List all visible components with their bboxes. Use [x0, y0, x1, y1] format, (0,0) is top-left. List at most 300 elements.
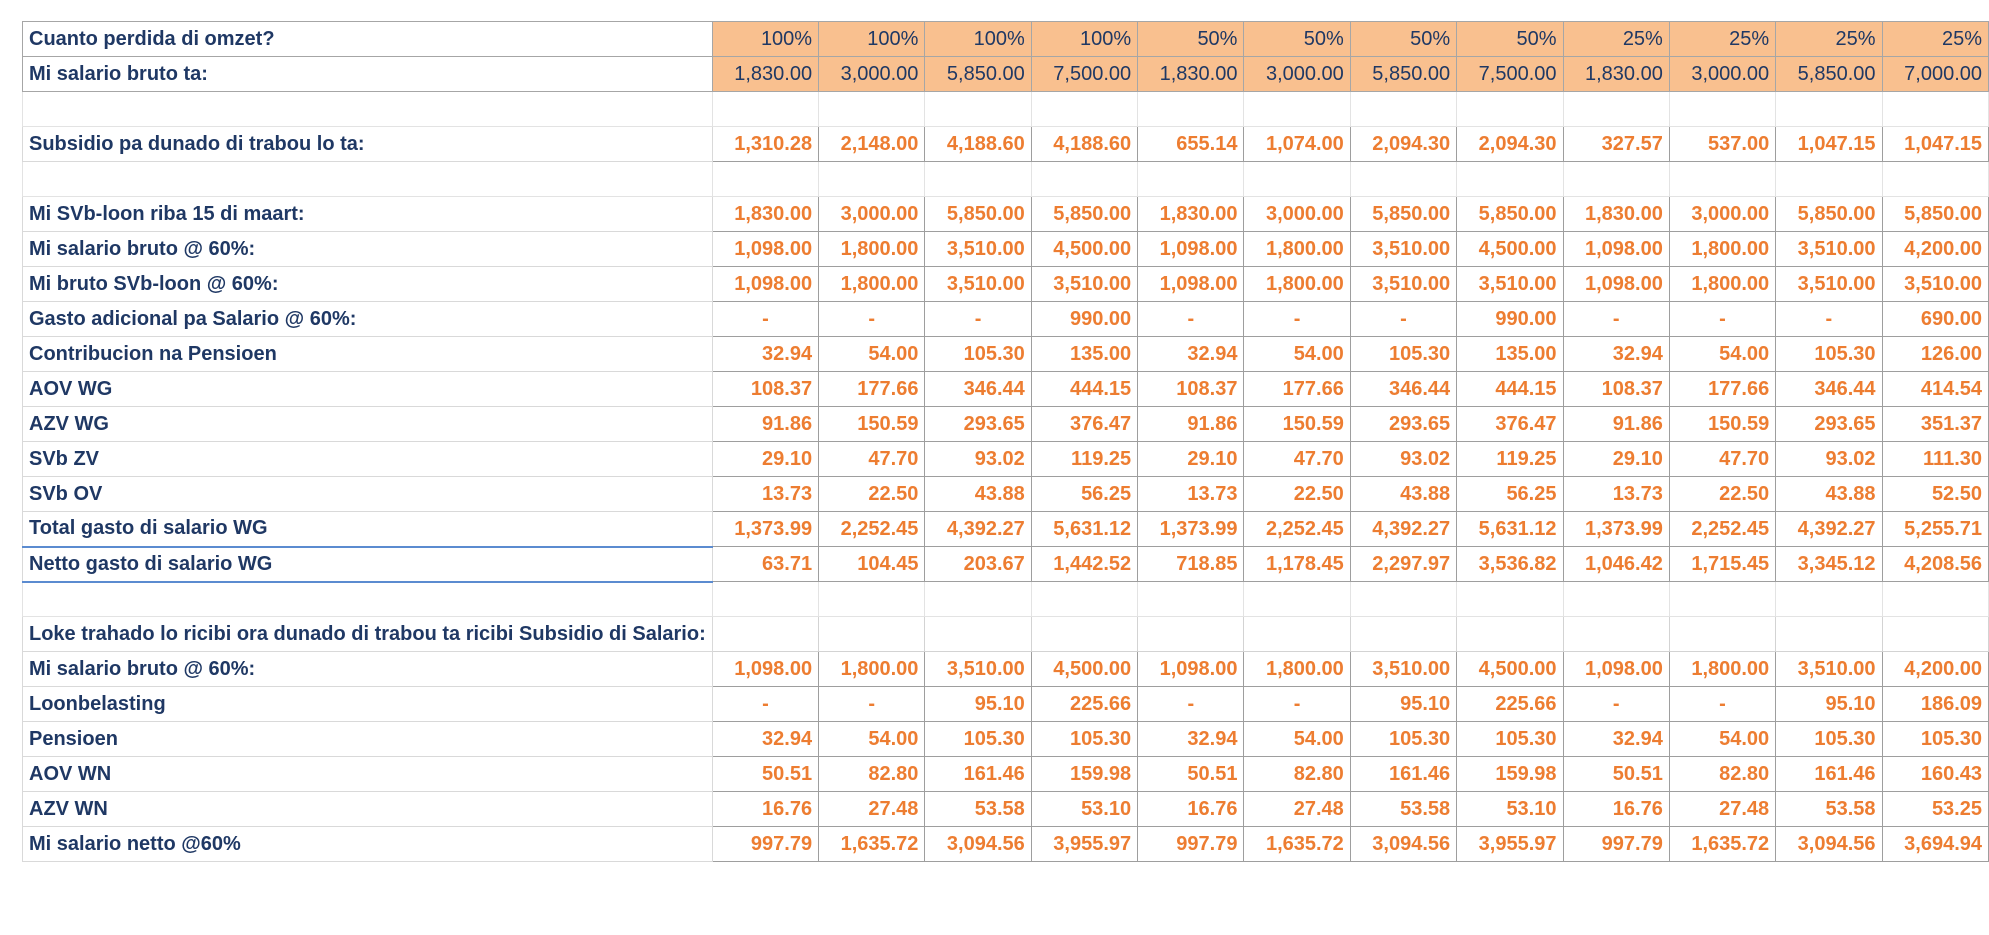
value-cell[interactable]: 43.88 — [925, 477, 1031, 512]
value-cell[interactable]: 351.37 — [1882, 407, 1988, 442]
row-label[interactable]: SVb ZV — [23, 442, 713, 477]
value-cell[interactable]: 43.88 — [1350, 477, 1456, 512]
value-cell[interactable]: 225.66 — [1031, 687, 1137, 722]
value-cell[interactable]: 997.79 — [1563, 827, 1669, 862]
value-cell[interactable]: 225.66 — [1457, 687, 1563, 722]
empty-cell[interactable] — [1031, 92, 1137, 127]
value-cell[interactable]: 177.66 — [1244, 372, 1350, 407]
value-cell[interactable]: 25% — [1669, 22, 1775, 57]
empty-cell[interactable] — [1563, 617, 1669, 652]
value-cell[interactable]: 13.73 — [1138, 477, 1244, 512]
value-cell[interactable]: 53.25 — [1882, 792, 1988, 827]
value-cell[interactable]: 5,850.00 — [1882, 197, 1988, 232]
value-cell[interactable]: 91.86 — [1138, 407, 1244, 442]
empty-cell[interactable] — [925, 162, 1031, 197]
row-label[interactable]: Mi bruto SVb-loon @ 60%: — [23, 267, 713, 302]
value-cell[interactable]: 105.30 — [1350, 722, 1456, 757]
value-cell[interactable]: - — [819, 687, 925, 722]
value-cell[interactable]: 54.00 — [819, 337, 925, 372]
value-cell[interactable]: 997.79 — [1138, 827, 1244, 862]
value-cell[interactable]: 997.79 — [712, 827, 818, 862]
value-cell[interactable]: 135.00 — [1457, 337, 1563, 372]
value-cell[interactable]: 7,500.00 — [1457, 57, 1563, 92]
value-cell[interactable]: 105.30 — [1882, 722, 1988, 757]
value-cell[interactable]: 53.58 — [1776, 792, 1882, 827]
value-cell[interactable]: 3,510.00 — [1031, 267, 1137, 302]
value-cell[interactable]: 4,500.00 — [1457, 232, 1563, 267]
value-cell[interactable]: 1,715.45 — [1669, 547, 1775, 582]
value-cell[interactable]: 1,098.00 — [1138, 232, 1244, 267]
value-cell[interactable]: 91.86 — [712, 407, 818, 442]
value-cell[interactable]: 126.00 — [1882, 337, 1988, 372]
value-cell[interactable]: 16.76 — [1563, 792, 1669, 827]
value-cell[interactable]: 4,200.00 — [1882, 652, 1988, 687]
value-cell[interactable]: 93.02 — [1350, 442, 1456, 477]
value-cell[interactable]: 95.10 — [1350, 687, 1456, 722]
value-cell[interactable]: 50% — [1350, 22, 1456, 57]
value-cell[interactable]: 376.47 — [1031, 407, 1137, 442]
value-cell[interactable]: 150.59 — [1669, 407, 1775, 442]
value-cell[interactable]: 50% — [1244, 22, 1350, 57]
value-cell[interactable]: - — [1776, 302, 1882, 337]
value-cell[interactable]: 27.48 — [1669, 792, 1775, 827]
value-cell[interactable]: 32.94 — [712, 722, 818, 757]
value-cell[interactable]: 100% — [1031, 22, 1137, 57]
empty-cell[interactable] — [1244, 162, 1350, 197]
value-cell[interactable]: 25% — [1563, 22, 1669, 57]
empty-cell[interactable] — [1669, 92, 1775, 127]
value-cell[interactable]: 108.37 — [1563, 372, 1669, 407]
value-cell[interactable]: 105.30 — [1776, 722, 1882, 757]
value-cell[interactable]: 3,000.00 — [819, 197, 925, 232]
empty-cell[interactable] — [1031, 582, 1137, 617]
value-cell[interactable]: 4,188.60 — [925, 127, 1031, 162]
value-cell[interactable]: 327.57 — [1563, 127, 1669, 162]
value-cell[interactable]: 2,094.30 — [1350, 127, 1456, 162]
value-cell[interactable]: 91.86 — [1563, 407, 1669, 442]
empty-cell[interactable] — [23, 582, 713, 617]
value-cell[interactable]: 3,094.56 — [1776, 827, 1882, 862]
value-cell[interactable]: 100% — [925, 22, 1031, 57]
value-cell[interactable]: 1,047.15 — [1882, 127, 1988, 162]
value-cell[interactable]: 3,094.56 — [1350, 827, 1456, 862]
value-cell[interactable]: 1,830.00 — [1138, 197, 1244, 232]
empty-cell[interactable] — [1138, 92, 1244, 127]
value-cell[interactable]: 29.10 — [712, 442, 818, 477]
row-label[interactable]: Mi salario bruto ta: — [23, 57, 713, 92]
value-cell[interactable]: 100% — [819, 22, 925, 57]
value-cell[interactable]: 5,850.00 — [1031, 197, 1137, 232]
value-cell[interactable]: 135.00 — [1031, 337, 1137, 372]
empty-cell[interactable] — [1882, 162, 1988, 197]
value-cell[interactable]: 1,098.00 — [712, 232, 818, 267]
value-cell[interactable]: 105.30 — [1350, 337, 1456, 372]
value-cell[interactable]: - — [1563, 687, 1669, 722]
value-cell[interactable]: - — [1244, 687, 1350, 722]
value-cell[interactable]: 3,955.97 — [1031, 827, 1137, 862]
value-cell[interactable]: 50.51 — [1563, 757, 1669, 792]
value-cell[interactable]: 690.00 — [1882, 302, 1988, 337]
value-cell[interactable]: 1,098.00 — [1138, 652, 1244, 687]
value-cell[interactable]: - — [1138, 687, 1244, 722]
value-cell[interactable]: 32.94 — [1138, 337, 1244, 372]
value-cell[interactable]: 159.98 — [1457, 757, 1563, 792]
value-cell[interactable]: 47.70 — [1669, 442, 1775, 477]
value-cell[interactable]: 1,800.00 — [819, 652, 925, 687]
value-cell[interactable]: 177.66 — [819, 372, 925, 407]
value-cell[interactable]: 54.00 — [1244, 337, 1350, 372]
value-cell[interactable]: 27.48 — [1244, 792, 1350, 827]
value-cell[interactable]: 50.51 — [712, 757, 818, 792]
value-cell[interactable]: 119.25 — [1031, 442, 1137, 477]
row-label[interactable]: AOV WN — [23, 757, 713, 792]
value-cell[interactable]: 56.25 — [1457, 477, 1563, 512]
value-cell[interactable]: 2,252.45 — [1669, 512, 1775, 547]
value-cell[interactable]: 54.00 — [1669, 337, 1775, 372]
empty-cell[interactable] — [925, 582, 1031, 617]
empty-cell[interactable] — [1350, 92, 1456, 127]
empty-cell[interactable] — [1669, 582, 1775, 617]
value-cell[interactable]: 1,800.00 — [819, 232, 925, 267]
value-cell[interactable]: 346.44 — [1350, 372, 1456, 407]
value-cell[interactable]: 4,208.56 — [1882, 547, 1988, 582]
value-cell[interactable]: 161.46 — [1776, 757, 1882, 792]
empty-cell[interactable] — [925, 92, 1031, 127]
value-cell[interactable]: 1,310.28 — [712, 127, 818, 162]
empty-cell[interactable] — [1882, 582, 1988, 617]
empty-cell[interactable] — [1138, 582, 1244, 617]
value-cell[interactable]: 93.02 — [925, 442, 1031, 477]
value-cell[interactable]: 161.46 — [925, 757, 1031, 792]
value-cell[interactable]: 22.50 — [1244, 477, 1350, 512]
value-cell[interactable]: 105.30 — [925, 722, 1031, 757]
value-cell[interactable]: 3,000.00 — [1669, 57, 1775, 92]
value-cell[interactable]: 47.70 — [819, 442, 925, 477]
value-cell[interactable]: 376.47 — [1457, 407, 1563, 442]
value-cell[interactable]: - — [1244, 302, 1350, 337]
value-cell[interactable]: 54.00 — [1244, 722, 1350, 757]
value-cell[interactable]: - — [819, 302, 925, 337]
value-cell[interactable]: 32.94 — [712, 337, 818, 372]
value-cell[interactable]: 100% — [712, 22, 818, 57]
value-cell[interactable]: 160.43 — [1882, 757, 1988, 792]
value-cell[interactable]: 1,800.00 — [1244, 652, 1350, 687]
empty-cell[interactable] — [1776, 92, 1882, 127]
value-cell[interactable]: 105.30 — [925, 337, 1031, 372]
empty-cell[interactable] — [1563, 162, 1669, 197]
value-cell[interactable]: 1,074.00 — [1244, 127, 1350, 162]
value-cell[interactable]: 22.50 — [1669, 477, 1775, 512]
value-cell[interactable]: 5,850.00 — [925, 57, 1031, 92]
value-cell[interactable]: 5,631.12 — [1457, 512, 1563, 547]
empty-cell[interactable] — [1031, 162, 1137, 197]
value-cell[interactable]: 5,255.71 — [1882, 512, 1988, 547]
value-cell[interactable]: 4,200.00 — [1882, 232, 1988, 267]
value-cell[interactable]: 32.94 — [1138, 722, 1244, 757]
value-cell[interactable]: 7,500.00 — [1031, 57, 1137, 92]
empty-cell[interactable] — [1776, 582, 1882, 617]
empty-cell[interactable] — [712, 162, 818, 197]
row-label[interactable]: Total gasto di salario WG — [23, 512, 713, 547]
value-cell[interactable]: 990.00 — [1457, 302, 1563, 337]
value-cell[interactable]: 293.65 — [1776, 407, 1882, 442]
value-cell[interactable]: 1,098.00 — [1138, 267, 1244, 302]
empty-cell[interactable] — [23, 92, 713, 127]
value-cell[interactable]: 108.37 — [1138, 372, 1244, 407]
value-cell[interactable]: 346.44 — [1776, 372, 1882, 407]
value-cell[interactable]: 93.02 — [1776, 442, 1882, 477]
value-cell[interactable]: 3,510.00 — [1776, 267, 1882, 302]
value-cell[interactable]: 3,510.00 — [925, 652, 1031, 687]
value-cell[interactable]: 53.58 — [925, 792, 1031, 827]
value-cell[interactable]: 50% — [1457, 22, 1563, 57]
value-cell[interactable]: 54.00 — [819, 722, 925, 757]
value-cell[interactable]: 1,046.42 — [1563, 547, 1669, 582]
row-label[interactable]: Contribucion na Pensioen — [23, 337, 713, 372]
value-cell[interactable]: 3,345.12 — [1776, 547, 1882, 582]
value-cell[interactable]: 2,094.30 — [1457, 127, 1563, 162]
value-cell[interactable]: 718.85 — [1138, 547, 1244, 582]
value-cell[interactable]: 52.50 — [1882, 477, 1988, 512]
value-cell[interactable]: 1,047.15 — [1776, 127, 1882, 162]
value-cell[interactable]: 1,373.99 — [1138, 512, 1244, 547]
value-cell[interactable]: 1,830.00 — [1563, 197, 1669, 232]
value-cell[interactable]: 3,000.00 — [1244, 197, 1350, 232]
empty-cell[interactable] — [1350, 617, 1456, 652]
value-cell[interactable]: 5,850.00 — [1457, 197, 1563, 232]
row-label[interactable]: Pensioen — [23, 722, 713, 757]
value-cell[interactable]: 27.48 — [819, 792, 925, 827]
value-cell[interactable]: 1,800.00 — [1244, 232, 1350, 267]
value-cell[interactable]: 1,800.00 — [1244, 267, 1350, 302]
row-label[interactable]: Gasto adicional pa Salario @ 60%: — [23, 302, 713, 337]
value-cell[interactable]: 13.73 — [1563, 477, 1669, 512]
value-cell[interactable]: 53.10 — [1457, 792, 1563, 827]
empty-cell[interactable] — [819, 582, 925, 617]
value-cell[interactable]: - — [1563, 302, 1669, 337]
value-cell[interactable]: 1,830.00 — [712, 57, 818, 92]
value-cell[interactable]: 655.14 — [1138, 127, 1244, 162]
value-cell[interactable]: 5,850.00 — [1350, 197, 1456, 232]
value-cell[interactable]: 3,094.56 — [925, 827, 1031, 862]
empty-cell[interactable] — [23, 162, 713, 197]
value-cell[interactable]: 1,178.45 — [1244, 547, 1350, 582]
row-label[interactable]: AZV WG — [23, 407, 713, 442]
value-cell[interactable]: 444.15 — [1031, 372, 1137, 407]
row-label[interactable]: Mi salario bruto @ 60%: — [23, 232, 713, 267]
value-cell[interactable]: 1,830.00 — [1138, 57, 1244, 92]
value-cell[interactable]: 53.10 — [1031, 792, 1137, 827]
value-cell[interactable]: 25% — [1882, 22, 1988, 57]
empty-cell[interactable] — [1882, 617, 1988, 652]
value-cell[interactable]: 4,500.00 — [1457, 652, 1563, 687]
value-cell[interactable]: - — [1669, 302, 1775, 337]
value-cell[interactable]: 1,635.72 — [1669, 827, 1775, 862]
value-cell[interactable]: 1,098.00 — [1563, 232, 1669, 267]
row-label[interactable]: Netto gasto di salario WG — [23, 547, 713, 582]
row-label[interactable]: Mi salario netto @60% — [23, 827, 713, 862]
value-cell[interactable]: 2,252.45 — [1244, 512, 1350, 547]
value-cell[interactable]: 1,373.99 — [712, 512, 818, 547]
row-label[interactable]: Subsidio pa dunado di trabou lo ta: — [23, 127, 713, 162]
value-cell[interactable]: 161.46 — [1350, 757, 1456, 792]
value-cell[interactable]: 293.65 — [1350, 407, 1456, 442]
value-cell[interactable]: 50.51 — [1138, 757, 1244, 792]
empty-cell[interactable] — [712, 582, 818, 617]
value-cell[interactable]: 2,148.00 — [819, 127, 925, 162]
value-cell[interactable]: 3,510.00 — [1457, 267, 1563, 302]
value-cell[interactable]: 111.30 — [1882, 442, 1988, 477]
value-cell[interactable]: 293.65 — [925, 407, 1031, 442]
empty-cell[interactable] — [1138, 617, 1244, 652]
empty-cell[interactable] — [819, 617, 925, 652]
row-label[interactable]: AZV WN — [23, 792, 713, 827]
value-cell[interactable]: 4,188.60 — [1031, 127, 1137, 162]
empty-cell[interactable] — [1457, 617, 1563, 652]
value-cell[interactable]: 4,500.00 — [1031, 232, 1137, 267]
value-cell[interactable]: 82.80 — [1244, 757, 1350, 792]
value-cell[interactable]: 29.10 — [1138, 442, 1244, 477]
value-cell[interactable]: 5,850.00 — [1776, 57, 1882, 92]
value-cell[interactable]: 16.76 — [712, 792, 818, 827]
value-cell[interactable]: 53.58 — [1350, 792, 1456, 827]
value-cell[interactable]: 13.73 — [712, 477, 818, 512]
value-cell[interactable]: 105.30 — [1776, 337, 1882, 372]
empty-cell[interactable] — [1669, 617, 1775, 652]
value-cell[interactable]: 7,000.00 — [1882, 57, 1988, 92]
value-cell[interactable]: 3,510.00 — [1350, 267, 1456, 302]
value-cell[interactable]: 1,373.99 — [1563, 512, 1669, 547]
value-cell[interactable]: - — [712, 687, 818, 722]
value-cell[interactable]: 5,850.00 — [925, 197, 1031, 232]
value-cell[interactable]: 5,850.00 — [1776, 197, 1882, 232]
value-cell[interactable]: 22.50 — [819, 477, 925, 512]
value-cell[interactable]: 3,510.00 — [1350, 232, 1456, 267]
empty-cell[interactable] — [1776, 617, 1882, 652]
value-cell[interactable]: 1,098.00 — [1563, 267, 1669, 302]
value-cell[interactable]: 2,252.45 — [819, 512, 925, 547]
row-label[interactable]: AOV WG — [23, 372, 713, 407]
employee-section-title-cell[interactable] — [23, 617, 713, 652]
value-cell[interactable]: 50% — [1138, 22, 1244, 57]
value-cell[interactable]: 444.15 — [1457, 372, 1563, 407]
value-cell[interactable]: 108.37 — [712, 372, 818, 407]
value-cell[interactable]: 3,000.00 — [1669, 197, 1775, 232]
value-cell[interactable]: 3,510.00 — [1882, 267, 1988, 302]
value-cell[interactable]: 82.80 — [1669, 757, 1775, 792]
value-cell[interactable]: 1,098.00 — [712, 267, 818, 302]
value-cell[interactable]: 3,510.00 — [1350, 652, 1456, 687]
value-cell[interactable]: 203.67 — [925, 547, 1031, 582]
row-label[interactable]: Mi SVb-loon riba 15 di maart: — [23, 197, 713, 232]
empty-cell[interactable] — [1350, 582, 1456, 617]
value-cell[interactable]: 186.09 — [1882, 687, 1988, 722]
value-cell[interactable]: 1,442.52 — [1031, 547, 1137, 582]
value-cell[interactable]: 150.59 — [1244, 407, 1350, 442]
empty-cell[interactable] — [1244, 92, 1350, 127]
value-cell[interactable]: - — [1350, 302, 1456, 337]
value-cell[interactable]: - — [712, 302, 818, 337]
empty-cell[interactable] — [1244, 582, 1350, 617]
value-cell[interactable]: 56.25 — [1031, 477, 1137, 512]
row-label[interactable]: SVb OV — [23, 477, 713, 512]
empty-cell[interactable] — [819, 162, 925, 197]
value-cell[interactable]: 3,694.94 — [1882, 827, 1988, 862]
value-cell[interactable]: - — [1669, 687, 1775, 722]
value-cell[interactable]: 414.54 — [1882, 372, 1988, 407]
value-cell[interactable]: 2,297.97 — [1350, 547, 1456, 582]
value-cell[interactable]: 47.70 — [1244, 442, 1350, 477]
value-cell[interactable]: 104.45 — [819, 547, 925, 582]
value-cell[interactable]: 32.94 — [1563, 722, 1669, 757]
value-cell[interactable]: 95.10 — [925, 687, 1031, 722]
value-cell[interactable]: 105.30 — [1031, 722, 1137, 757]
row-label[interactable]: Cuanto perdida di omzet? — [23, 22, 713, 57]
empty-cell[interactable] — [1457, 582, 1563, 617]
value-cell[interactable]: 1,800.00 — [819, 267, 925, 302]
value-cell[interactable]: 1,635.72 — [819, 827, 925, 862]
value-cell[interactable]: 32.94 — [1563, 337, 1669, 372]
empty-cell[interactable] — [1563, 92, 1669, 127]
value-cell[interactable]: 82.80 — [819, 757, 925, 792]
value-cell[interactable]: 95.10 — [1776, 687, 1882, 722]
value-cell[interactable]: 537.00 — [1669, 127, 1775, 162]
empty-cell[interactable] — [1031, 617, 1137, 652]
value-cell[interactable]: 119.25 — [1457, 442, 1563, 477]
empty-cell[interactable] — [1669, 162, 1775, 197]
value-cell[interactable]: 4,392.27 — [1776, 512, 1882, 547]
value-cell[interactable]: 3,000.00 — [819, 57, 925, 92]
value-cell[interactable]: 159.98 — [1031, 757, 1137, 792]
value-cell[interactable]: 3,510.00 — [925, 267, 1031, 302]
value-cell[interactable]: 3,510.00 — [1776, 232, 1882, 267]
value-cell[interactable]: 5,631.12 — [1031, 512, 1137, 547]
empty-cell[interactable] — [819, 92, 925, 127]
value-cell[interactable]: 3,510.00 — [925, 232, 1031, 267]
value-cell[interactable]: 29.10 — [1563, 442, 1669, 477]
empty-cell[interactable] — [925, 617, 1031, 652]
value-cell[interactable]: - — [925, 302, 1031, 337]
empty-cell[interactable] — [1244, 617, 1350, 652]
value-cell[interactable]: 4,392.27 — [925, 512, 1031, 547]
value-cell[interactable]: 346.44 — [925, 372, 1031, 407]
value-cell[interactable]: 5,850.00 — [1350, 57, 1456, 92]
value-cell[interactable]: 4,392.27 — [1350, 512, 1456, 547]
value-cell[interactable]: 25% — [1776, 22, 1882, 57]
value-cell[interactable]: 1,098.00 — [712, 652, 818, 687]
value-cell[interactable]: 1,830.00 — [1563, 57, 1669, 92]
value-cell[interactable]: 105.30 — [1457, 722, 1563, 757]
value-cell[interactable]: - — [1138, 302, 1244, 337]
value-cell[interactable]: 177.66 — [1669, 372, 1775, 407]
row-label[interactable]: Mi salario bruto @ 60%: — [23, 652, 713, 687]
empty-cell[interactable] — [1457, 92, 1563, 127]
row-label[interactable]: Loonbelasting — [23, 687, 713, 722]
empty-cell[interactable] — [1138, 162, 1244, 197]
value-cell[interactable]: 1,800.00 — [1669, 232, 1775, 267]
empty-cell[interactable] — [1776, 162, 1882, 197]
value-cell[interactable]: 1,830.00 — [712, 197, 818, 232]
value-cell[interactable]: 150.59 — [819, 407, 925, 442]
value-cell[interactable]: 54.00 — [1669, 722, 1775, 757]
value-cell[interactable]: 990.00 — [1031, 302, 1137, 337]
empty-cell[interactable] — [712, 617, 818, 652]
empty-cell[interactable] — [1350, 162, 1456, 197]
empty-cell[interactable] — [1457, 162, 1563, 197]
empty-cell[interactable] — [1882, 92, 1988, 127]
value-cell[interactable]: 63.71 — [712, 547, 818, 582]
value-cell[interactable]: 3,955.97 — [1457, 827, 1563, 862]
